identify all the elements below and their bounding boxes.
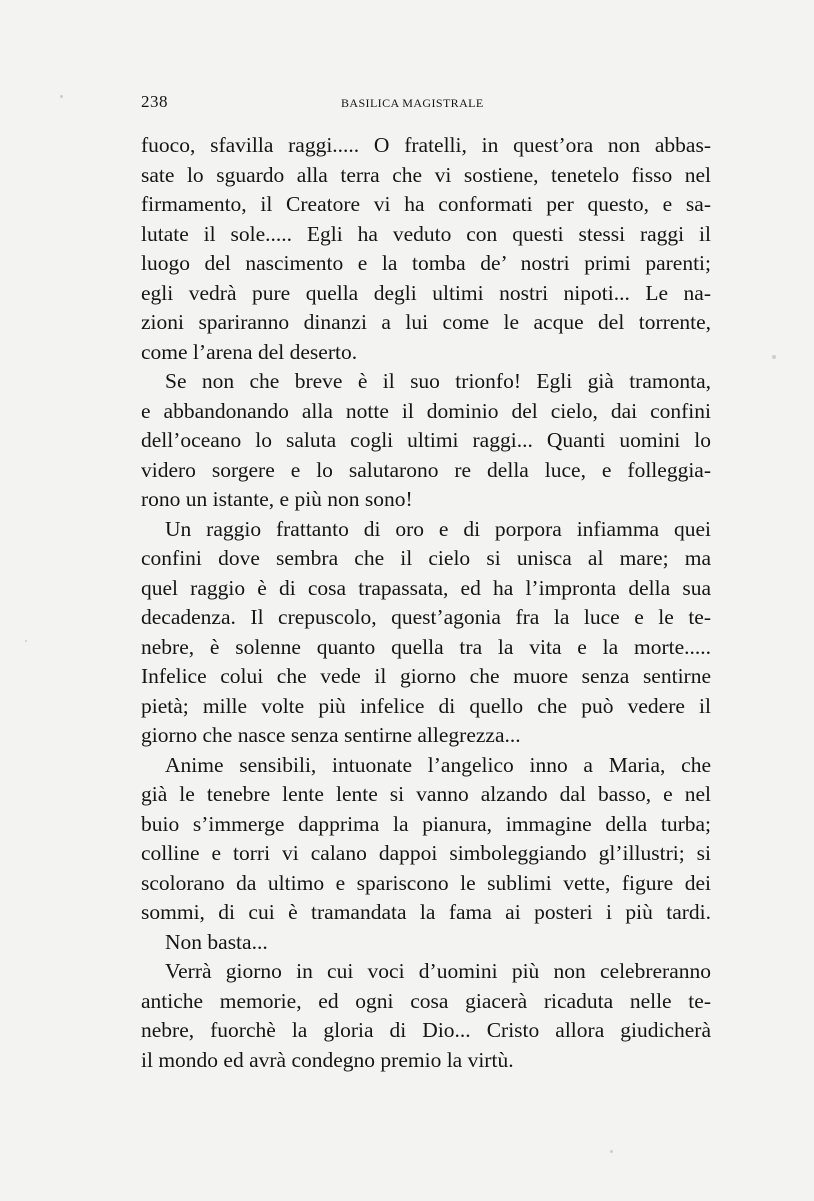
text-line: sate lo sguardo alla terra che vi sostiene, tenetelo fisso nel bbox=[141, 162, 711, 187]
text-line: firmamento, il Creatore vi ha conformati per questo, e sa- bbox=[141, 192, 711, 216]
text-line: fuoco, sfavilla raggi..... O fratelli, in quest’ora non abbas- bbox=[141, 133, 711, 157]
text-line: giorno che nasce senza sentirne allegrezza... bbox=[141, 723, 521, 747]
text-line: antiche memorie, ed ogni cosa giacerà ricaduta nelle te- bbox=[141, 988, 711, 1013]
text-line: dell’oceano lo saluta cogli ultimi raggi... Quanti uomini lo bbox=[141, 428, 711, 452]
text-line: zioni spariranno dinanzi a lui come le acque del torrente, bbox=[141, 310, 711, 334]
text-line: e abbandonando alla notte il dominio del cielo, dai confini bbox=[141, 398, 711, 423]
text-line: come l’arena del deserto. bbox=[141, 339, 358, 364]
text-line: già le tenebre lente lente si vanno alzando dal basso, e nel bbox=[141, 782, 711, 806]
text-line: confini dove sembra che il cielo si unisca al mare; ma bbox=[141, 546, 711, 570]
text-line: Non basta... bbox=[165, 929, 268, 954]
paper-speck bbox=[25, 640, 27, 642]
text-line: luogo del nascimento e la tomba de’ nostri primi parenti; bbox=[141, 251, 711, 275]
text-line: Infelice colui che vede il giorno che muore senza sentirne bbox=[141, 664, 711, 688]
text-line: pietà; mille volte più infelice di quello che può vedere il bbox=[141, 693, 711, 718]
text-line: buio s’immerge dapprima la pianura, immagine della turba; bbox=[141, 811, 711, 836]
text-line: Anime sensibili, intuonate l’angelico inno a Maria, che bbox=[165, 752, 711, 777]
text-line: scolorano da ultimo e spariscono le sublimi vette, figure dei bbox=[141, 870, 711, 895]
text-line: nebre, è solenne quanto quella tra la vita e la morte..... bbox=[141, 634, 711, 659]
paper-speck bbox=[610, 1150, 613, 1153]
text-line: Un raggio frattanto di oro e di porpora infiamma quei bbox=[165, 516, 711, 541]
text-line: Verrà giorno in cui voci d’uomini più non celebreranno bbox=[165, 959, 711, 983]
page-header bbox=[141, 92, 711, 116]
text-line: rono un istante, e più non sono! bbox=[141, 487, 413, 511]
body-text bbox=[141, 131, 711, 1075]
text-line: lutate il sole..... Egli ha veduto con questi stessi raggi il bbox=[141, 221, 711, 246]
page-number: 238 bbox=[141, 92, 168, 111]
text-line: sommi, di cui è tramandata la fama ai posteri i più tardi. bbox=[141, 900, 711, 924]
paper-speck bbox=[772, 355, 776, 359]
text-line: colline e torri vi calano dappoi simboleggiando gl’illustri; si bbox=[141, 841, 711, 865]
running-head: BASILICA MAGISTRALE bbox=[341, 96, 484, 110]
text-line: egli vedrà pure quella degli ultimi nostri nipoti... Le na- bbox=[141, 280, 711, 305]
text-line: quel raggio è di cosa trapassata, ed ha l’impronta della sua bbox=[141, 575, 711, 600]
text-line: decadenza. Il crepuscolo, quest’agonia fra la luce e le te- bbox=[141, 605, 711, 629]
text-line: nebre, fuorchè la gloria di Dio... Cristo allora giudicherà bbox=[141, 1018, 711, 1042]
text-line: Se non che breve è il suo trionfo! Egli già tramonta, bbox=[165, 369, 711, 393]
paper-speck bbox=[60, 95, 63, 98]
text-line: il mondo ed avrà condegno premio la virtù. bbox=[141, 1047, 514, 1072]
text-line: videro sorgere e lo salutarono re della luce, e folleggia- bbox=[141, 457, 711, 482]
